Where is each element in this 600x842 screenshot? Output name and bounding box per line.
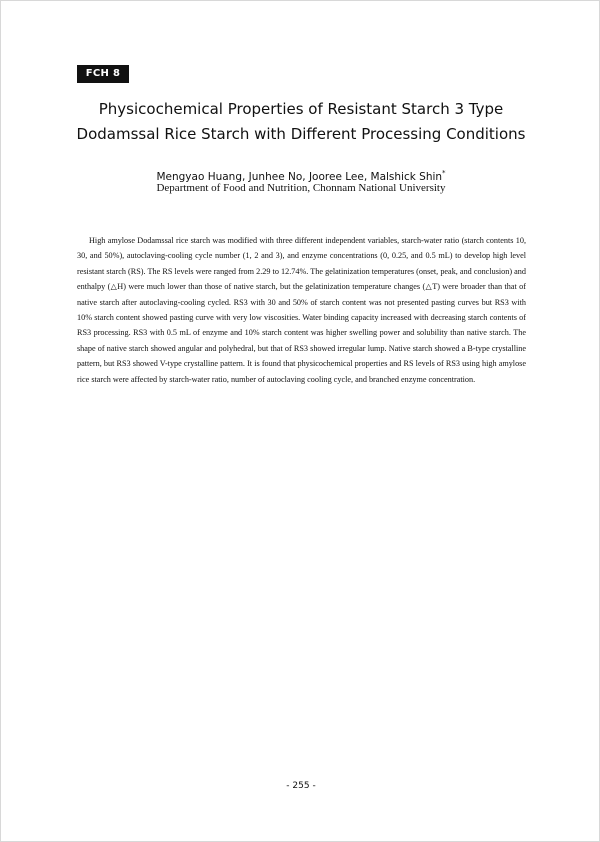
corresponding-author-mark: * (442, 169, 446, 177)
affiliation: Department of Food and Nutrition, Chonnam National University (156, 182, 446, 194)
session-tag: FCH 8 (77, 65, 129, 83)
abstract-text: High amylose Dodamssal rice starch was modified with three different independent variables, starch-water ratio (starch contents 10, 30, and 50%), autoclaving-cooling cycle number (1, 2 and 3), and enzyme concentrations (0, 0.25, and 0.5 mL) to develop high level resistant starch (RS). The RS levels were ranged from 2.29 to 12.74%. The gelatinization temperatures (onset, peak, and conclusion) and enthalpy (△H) were much lower than those of native starch, but the gelatinization temperature changes (△T) were broader than that of native starch after autoclaving-cooling cycled. RS3 with 30 and 50% of starch content was not presented pasting curves but RS3 with 10% starch content showed pasting curve with very low viscosities. Water binding capacity increased with decreasing starch contents of RS3 processing. RS3 with 0.5 mL of enzyme and 10% starch content was higher swelling power and solubility than native starch. The shape of native starch showed angular and polyhedral, but that of RS3 showed irregular lump. Native starch showed a B-type crystalline pattern, but RS3 showed V-type crystalline pattern. It is found that physicochemical properties and RS levels of RS3 using high amylose rice starch were affected by starch-water ratio, number of autoclaving cooling cycle, and branched enzyme concentration. (77, 236, 526, 384)
paper-title-line-1: Physicochemical Properties of Resistant Starch 3 Type (98, 100, 504, 118)
page-number: - 255 - (286, 781, 316, 791)
paper-title-line-2: Dodamssal Rice Starch with Different Processing Conditions (76, 125, 526, 143)
author-names: Mengyao Huang, Junhee No, Jooree Lee, Malshick Shin (156, 171, 443, 183)
paper-title (41, 97, 561, 147)
